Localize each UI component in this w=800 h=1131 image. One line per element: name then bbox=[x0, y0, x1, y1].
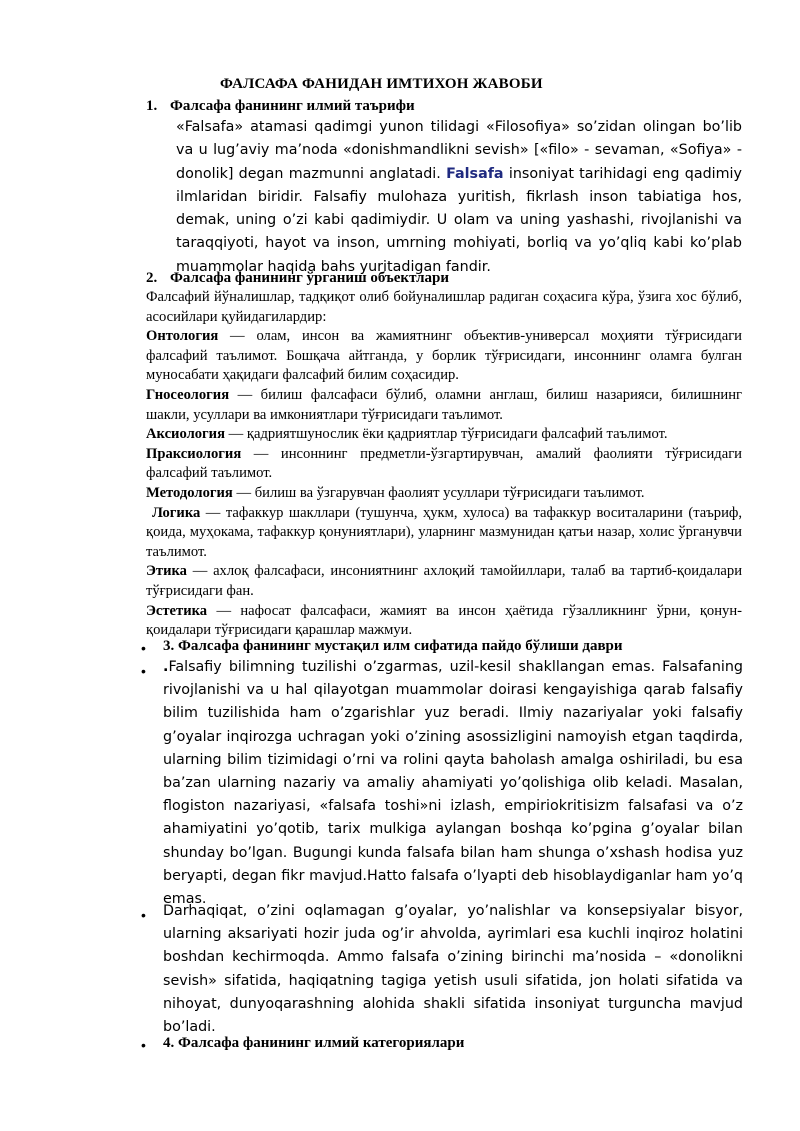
term-definition: — ахлоқ фалсафаси, инсониятнинг ахлоқий тамойиллари, талаб ва тартиб-қоидалари тўғрисидаги фан. bbox=[146, 563, 742, 599]
paragraph-lead-dot: . bbox=[163, 659, 169, 675]
term-axiology bbox=[146, 425, 742, 445]
term-name: Этика bbox=[146, 563, 187, 580]
section-1-number: 1. bbox=[146, 98, 158, 114]
section-2-title: Фалсафа фанининг ўрганиш объектлари bbox=[170, 270, 449, 286]
term-name: Праксиология bbox=[146, 445, 242, 462]
section-1-text-b: insoniyat tarihidagi eng qadimiy ilmlaridan biridir. Falsafiy mulohaza yuritish, fikrlash inson tabiatiga hos, demak, uning o’zi kabi qadimiydir. U olam va uning yashashi, rivojlanishi va taraqqiyoti, hayot va inson, umrning mohiyati, borliq va yo’qliq kabi ko’plab muammolar haqida bahs yuritadigan fandir. bbox=[176, 165, 742, 275]
term-definition: — тафаккур шакллари (тушунча, ҳукм, хулоса) ва тафаккур воситаларини (таъриф, қоида, муҳокама, тафаккур қонуниятлари), уларнинг мазмунидан қатъи назар, холис ўрганувчи таълимот. bbox=[146, 504, 742, 560]
term-name: Логика bbox=[152, 504, 201, 521]
term-definition: — билиш фалсафаси бўлиб, оламни англаш, билиш назарияси, билишнинг шакли, усуллари ва имкониятлари тўғрисидаги таълимот. bbox=[146, 386, 742, 423]
term-name: Онтология bbox=[146, 328, 219, 345]
term-praxiology bbox=[146, 445, 742, 484]
term-definition: — билиш ва ўзгарувчан фаолият усуллари тўғрисидаги таълимот. bbox=[232, 484, 645, 501]
page-title: ФАЛСАФА ФАНИДАН ИМТИХОН ЖАВОБИ bbox=[220, 76, 543, 92]
section-2-intro: Фалсафий йўналишлар, тадқиқот олиб бойуналишлар радиган соҳасига кўра, ўзига хос бўлиб, асосийлари қуйидагилардир: bbox=[146, 289, 742, 325]
term-name: Методология bbox=[146, 484, 233, 501]
bullet-marker: • bbox=[141, 1037, 146, 1053]
term-logic bbox=[146, 504, 742, 563]
section-2-number: 2. bbox=[146, 270, 158, 286]
section-1-title: Фалсафа фанининг илмий таърифи bbox=[170, 98, 415, 114]
section-1-heading bbox=[146, 98, 415, 115]
section-4-heading: 4. Фалсафа фанининг илмий категориялари bbox=[163, 1035, 465, 1051]
term-definition: — олам, инсон ва жамиятнинг объектив-универсал моҳияти тўғрисидаги фалсафий таълимот. Бошқача айтганда, у борлик тўғрисидаги, инсоннинг оламга булган муносабати ҳақидаги фалсафий билим соҳасидир. bbox=[146, 328, 742, 384]
section-2-heading bbox=[146, 270, 449, 287]
section-3-paragraph-2 bbox=[163, 900, 743, 1039]
falsafa-highlight: Falsafa bbox=[446, 165, 504, 182]
term-definition: — нафосат фалсафаси, жамият ва инсон ҳаётида гўзалликнинг ўрни, қонун-қоидалари тўғрисидаги қарашлар мажмуи. bbox=[146, 602, 742, 639]
term-aesthetics bbox=[146, 602, 742, 641]
term-methodology bbox=[146, 484, 742, 504]
paragraph-text: Darhaqiqat, o’zini oqlamagan g’oyalar, yo’nalishlar va konsepsiyalar bisyor, ularning aksariyati hozir juda og’ir ahvolda, ayrimlari esa kuchli inqiroz holatini boshdan kechirmoqda. Ammo falsafa o’zining birinchi ma’nosida – «donolikni sevish» sifatida, haqiqatning tagiga yetish usuli sifatida, jon holati sifatida va nihoyat, dunyoqarashning alohida shakli sifatida insoniyat turguncha mavjud bo’ladi. bbox=[163, 903, 743, 1036]
bullet-marker: • bbox=[141, 663, 146, 679]
term-gnoseology bbox=[146, 386, 742, 425]
bullet-marker: • bbox=[141, 640, 146, 656]
term-definition: — инсоннинг предметли-ўзгартирувчан, амалий фаолияти тўғрисидаги фалсафий таълимот. bbox=[146, 445, 742, 482]
term-name: Гносеология bbox=[146, 386, 230, 403]
section-1-text-a: «Falsafa» atamasi qadimgi yunon tilidagi «Filosofiya» so’zidan olingan bo’lib va u lug’aviy ma’noda «donishmandlikni sevish» [«filo» - sevaman, «Sofiya» - donolik] degan mazmunni anglatadi. bbox=[176, 119, 742, 182]
section-2-body bbox=[146, 288, 742, 641]
term-ontology bbox=[146, 327, 742, 386]
section-3-paragraph-1 bbox=[163, 656, 743, 911]
term-ethics bbox=[146, 562, 742, 601]
term-definition: — қадриятшунослик ёки қадриятлар тўғрисидаги фалсафий таълимот. bbox=[225, 426, 668, 443]
bullet-marker: • bbox=[141, 907, 146, 923]
section-1-paragraph bbox=[176, 116, 742, 279]
section-3-heading: 3. Фалсафа фанининг мустақил илм сифатида пайдо бўлиши даври bbox=[163, 638, 623, 654]
term-name: Аксиология bbox=[146, 426, 225, 443]
term-name: Эстетика bbox=[146, 602, 208, 619]
paragraph-text: Falsafiy bilimning tuzilishi o’zgarmas, uzil-kesil shakllangan emas. Falsafaning rivojlanishi va u hal qilayotgan muammolar doirasi kengayishiga qarab falsafiy bilim tuzilishida ham o’zgarishlar yuz beradi. Ilmiy nazariyalar yoki falsafiy g’oyalar inqirozga uchragan yoki o’zining asossizligini namoyish etgan taqdirda, ularning bilim tizimidagi o’rni va rolini qayta baholash amalga oshiriladi, bu esa ba’zan ularning nazariy va amaliy ahamiyati yo’qolishiga olib keladi. Masalan, flogiston nazariyasi, «falsafa toshi»ni izlash, empiriokritisizm falsafasi va o’z ahamiyatini yo’qotib, tarix mulkiga aylangan boshqa ko’pgina g’oyalar bilan shunday bo’lgan. Bugungi kunda falsafa bilan ham shunga o’xshash hodisa yuz beryapti, degan fikr mavjud.Hatto falsafa o’lyapti deb hisoblaydiganlar ham yo’q emas. bbox=[163, 659, 743, 908]
